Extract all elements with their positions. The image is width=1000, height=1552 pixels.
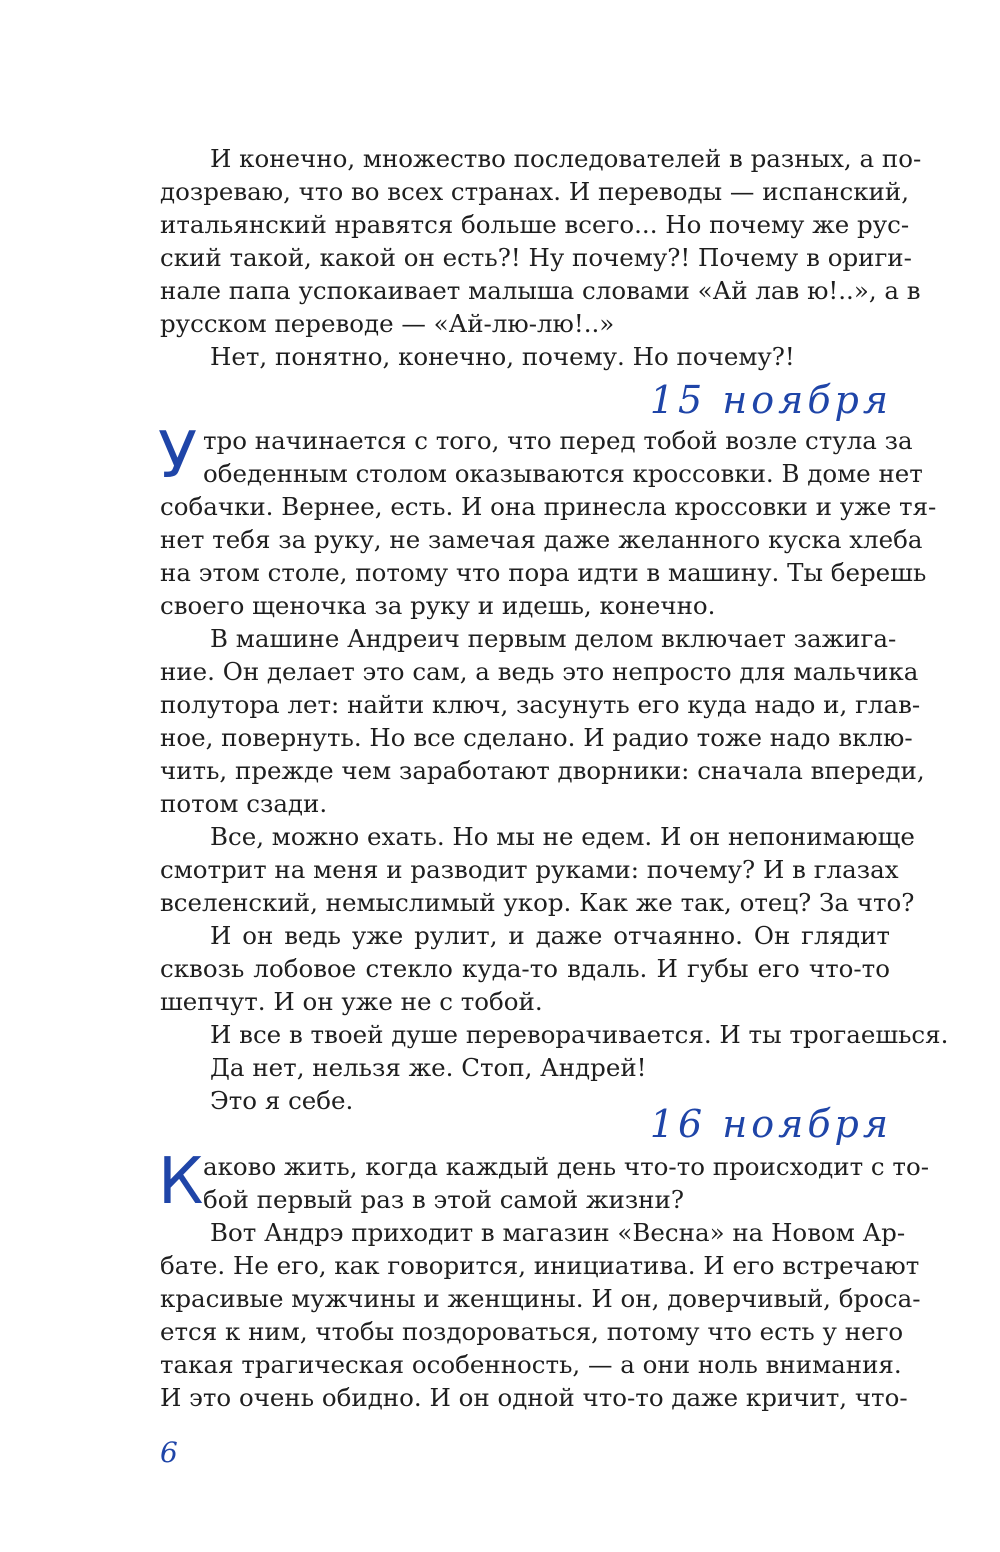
entry-date-heading: 16 ноября (649, 1102, 892, 1146)
paragraph-line: дозреваю, что во всех странах. И переводы — испанский, (160, 177, 909, 206)
paragraph-line: тро начинается с того, что перед тобой возле стула за (203, 426, 913, 455)
paragraph-line: бой первый раз в этой самой жизни? (203, 1185, 684, 1214)
paragraph-line: обеденным столом оказываются кроссовки. В доме нет (203, 459, 923, 488)
paragraph-line: нет тебя за руку, не замечая даже желанного куска хлеба (160, 525, 923, 554)
paragraph-line: аково жить, когда каждый день что-то происходит с то- (203, 1152, 930, 1181)
paragraph-line: красивые мужчины и женщины. И он, доверчивый, броса- (160, 1284, 921, 1313)
paragraph-line: сквозь лобовое стекло куда-то вдаль. И губы его что-то (160, 954, 890, 983)
paragraph-line: Это я себе. (210, 1086, 354, 1115)
paragraph-line: Нет, понятно, конечно, почему. Но почему?! (210, 342, 795, 371)
paragraph-line: на этом столе, потому что пора идти в машину. Ты берешь (160, 558, 927, 587)
paragraph-line: шепчут. И он уже не с тобой. (160, 987, 543, 1016)
paragraph-line: ется к ним, чтобы поздороваться, потому что есть у него (160, 1317, 904, 1346)
paragraph-line: ное, повернуть. Но все сделано. И радио тоже надо вклю- (160, 723, 913, 752)
paragraph-line: итальянский нравятся больше всего... Но почему же рус- (160, 210, 910, 239)
paragraph-line: И все в твоей душе переворачивается. И ты трогаешься. (210, 1020, 949, 1049)
paragraph-line: В машине Андреич первым делом включает зажига- (210, 624, 897, 653)
paragraph-line: И он ведь уже рулит, и даже отчаянно. Он глядит (210, 921, 890, 950)
paragraph-line: русском переводе — «Ай-лю-лю!..» (160, 309, 615, 338)
paragraph-line: И конечно, множество последователей в разных, а по- (210, 144, 922, 173)
paragraph-line: бате. Не его, как говорится, инициатива. И его встречают (160, 1251, 920, 1280)
drop-cap: У (158, 419, 197, 493)
drop-cap: К (158, 1145, 204, 1219)
paragraph-line: ние. Он делает это сам, а ведь это непросто для мальчика (160, 657, 919, 686)
paragraph-line: ский такой, какой он есть?! Ну почему?! Почему в ориги- (160, 243, 912, 272)
paragraph-line: Все, можно ехать. Но мы не едем. И он непонимающе (210, 822, 915, 851)
paragraph-line: И это очень обидно. И он одной что-то даже кричит, что- (160, 1383, 908, 1412)
paragraph-line: смотрит на меня и разводит руками: почему? И в глазах (160, 855, 899, 884)
paragraph-line: такая трагическая особенность, — а они ноль внимания. (160, 1350, 902, 1379)
paragraph-line: вселенский, немыслимый укор. Как же так, отец? За что? (160, 888, 915, 917)
paragraph-line: полутора лет: найти ключ, засунуть его куда надо и, глав- (160, 690, 921, 719)
paragraph-line: Вот Андрэ приходит в магазин «Весна» на Новом Ар- (210, 1218, 906, 1247)
paragraph-line: своего щеночка за руку и идешь, конечно. (160, 591, 716, 620)
paragraph-line: чить, прежде чем заработают дворники: сначала впереди, (160, 756, 925, 785)
paragraph-line: Да нет, нельзя же. Стоп, Андрей! (210, 1053, 647, 1082)
paragraph-line: собачки. Вернее, есть. И она принесла кроссовки и уже тя- (160, 492, 937, 521)
paragraph-line: потом сзади. (160, 789, 328, 818)
paragraph-line: нале папа успокаивает малыша словами «Ай лав ю!..», а в (160, 276, 921, 305)
entry-date-heading: 15 ноября (649, 378, 892, 422)
page-number: 6 (160, 1436, 178, 1469)
